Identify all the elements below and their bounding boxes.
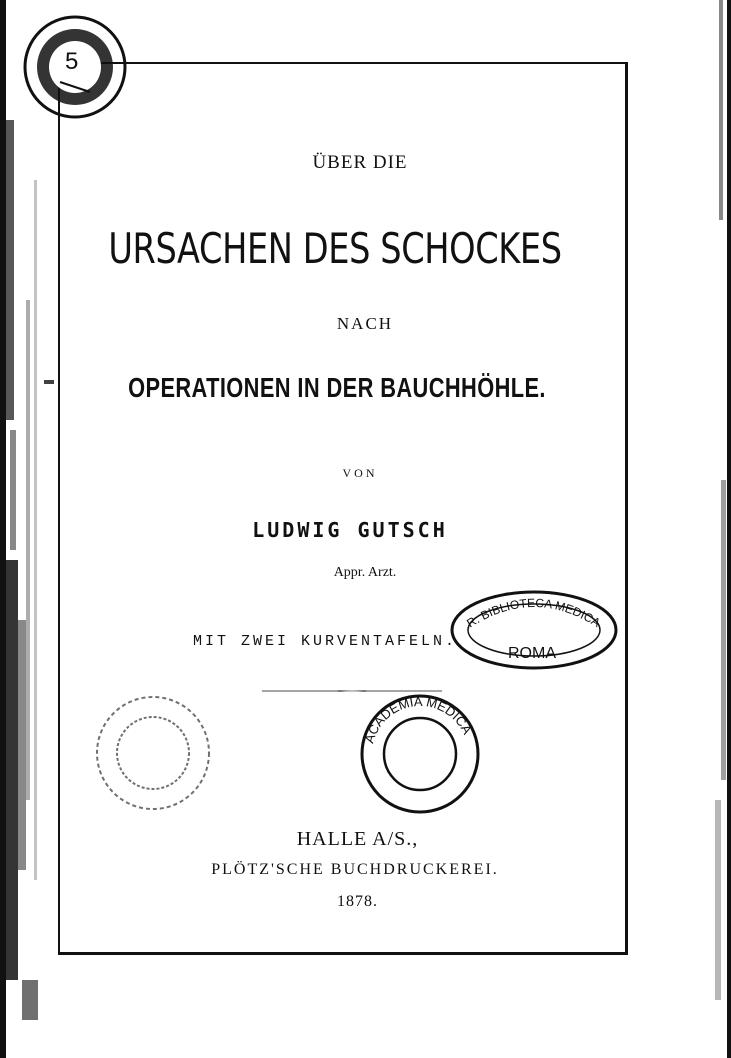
subtitle: OPERATIONEN IN DER BAUCHHÖHLE. — [128, 372, 546, 403]
corner-library-stamp — [20, 12, 130, 122]
title-von: VON — [342, 466, 378, 480]
library-stamp-top: R. BIBLIOTECA MEDICA — [464, 595, 603, 631]
page-border — [58, 62, 628, 955]
library-oval-stamp — [448, 588, 620, 672]
svg-text:ACADEMIA MEDICA — [361, 694, 475, 745]
main-title: URSACHEN DES SCHOCKES — [108, 224, 562, 273]
academy-round-stamp — [356, 690, 484, 818]
plates-note: MIT ZWEI KURVENTAFELN. — [192, 633, 458, 650]
academy-stamp-text: ACADEMIA MEDICA — [361, 693, 476, 745]
library-stamp-city: ROMA — [508, 645, 556, 662]
faded-round-stamp — [92, 692, 214, 814]
author-role: Appr. Arzt. — [333, 565, 397, 580]
corner-stamp-number: 5 — [65, 48, 79, 75]
printer-name: PLÖTZ'SCHE BUCHDRUCKEREI. — [211, 861, 499, 878]
author-name: LUDWIG GUTSCH — [252, 518, 448, 542]
right-scan-edge — [701, 0, 731, 1058]
svg-text:R. BIBLIOTECA MEDICA — [464, 596, 603, 631]
publication-year: 1878. — [337, 893, 378, 910]
title-nach: NACH — [336, 314, 394, 333]
left-scan-edge — [0, 0, 60, 1058]
title-over-die: ÜBER DIE — [312, 152, 408, 173]
publication-place: HALLE A/S., — [296, 828, 419, 850]
